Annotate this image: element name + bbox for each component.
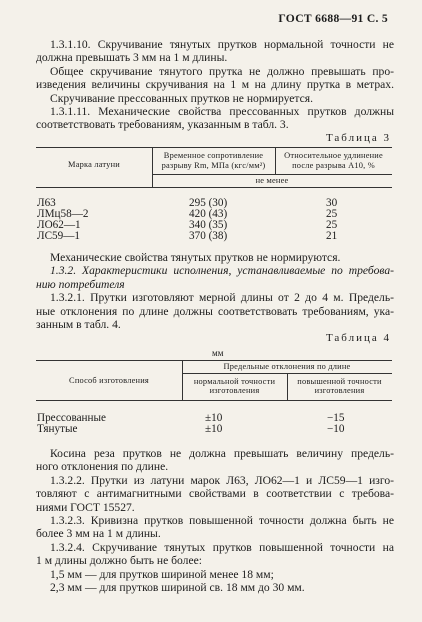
table3-subheader: не менее — [255, 176, 289, 185]
table3-elong: 25 — [326, 208, 338, 220]
table3-elong: 30 — [326, 197, 338, 209]
table3-strength: 295 (30) — [189, 197, 228, 209]
table4-method: Тянутые — [37, 423, 78, 435]
table3-col-grade: Марка латуни — [68, 160, 120, 169]
table3-strength: 340 (35) — [189, 219, 228, 231]
text-line: ного отклонения по длине. — [36, 460, 169, 474]
table4-caption: Таблица 4 — [325, 332, 391, 344]
text-line: 1.3.1.11. Механические свойства прессованных прутков должны — [50, 105, 394, 119]
text-line: более 3 мм на 1 м длины. — [36, 527, 161, 541]
section-middle — [36, 251, 394, 331]
table3-col-elong-l2: после разрыва A10, % — [292, 161, 375, 170]
table4-group-header: Предельные отклонения по длине — [223, 362, 351, 371]
table4-normal: ±10 — [205, 412, 223, 424]
text-line: Косина реза прутков не должна превышать величину предель- — [50, 447, 394, 460]
text-line: изведения величины скручивания на 1 м на длину прутка в метрах. — [36, 78, 394, 92]
table4-col-high-l2: изготовления — [314, 386, 365, 395]
table3-grade: ЛО62—1 — [37, 219, 81, 231]
table3-grade: ЛС59—1 — [37, 230, 81, 242]
section-bottom — [36, 447, 394, 594]
text-line: ниями ГОСТ 15527. — [36, 500, 135, 514]
table4-high: −10 — [327, 423, 345, 435]
table3-grade: Л63 — [37, 197, 56, 209]
text-line: 1.3.1.10. Скручивание тянутых прутков нормальной точности не — [50, 38, 394, 51]
table4-high: −15 — [327, 412, 345, 424]
page-header: ГОСТ 6688—91 С. 5 — [278, 12, 388, 25]
table4-col-high-l1: повышенной точности — [297, 377, 382, 386]
table3-strength: 420 (43) — [189, 208, 228, 220]
text-line: должна превышать 3 мм на 1 м длины. — [36, 51, 228, 65]
text-line: 1,5 мм — для прутков шириной менее 18 мм; — [50, 567, 274, 581]
text-line: 1.3.2.4. Скручивание тянутых прутков повышенной точности на — [50, 540, 394, 554]
table3-elong: 21 — [326, 230, 338, 242]
table3-grade: ЛМц58—2 — [37, 208, 89, 220]
text-line: 2,3 мм — для прутков шириной св. 18 мм до 30 мм. — [50, 581, 305, 595]
table4-unit: мм — [212, 348, 224, 358]
text-line: Общее скручивание тянутого прутка не должно превышать про- — [50, 64, 394, 78]
table3-caption: Таблица 3 — [325, 132, 391, 144]
text-line: 1.3.2.2. Прутки из латуни марок Л63, ЛО62—1 и ЛС59—1 изго- — [50, 473, 394, 487]
table4-col-method: Способ изготовления — [69, 376, 149, 385]
text-line: 1.3.2. Характеристики исполнения, устанавливаемые по требова- — [50, 264, 394, 278]
text-line: ные отклонения по длине должны соответствовать требованиям, ука- — [36, 304, 394, 318]
text-line: 1 м длины должно быть не более: — [36, 554, 202, 568]
text-line: занным в табл. 4. — [36, 318, 121, 332]
table4-normal: ±10 — [205, 423, 223, 435]
text-line: 1.3.2.1. Прутки изготовляют мерной длины от 2 до 4 м. Предель- — [50, 291, 394, 305]
table3-col-elong-l1: Относительное удлинение — [284, 151, 383, 160]
text-line: нию потребителя — [36, 277, 125, 291]
table3-col-strength-l2: разрыву Rm, МПа (кгс/мм²) — [161, 161, 266, 170]
section-top — [36, 38, 394, 132]
table4-method: Прессованные — [37, 412, 106, 424]
table4-col-normal-l1: нормальной точности — [193, 377, 276, 386]
text-line: Механические свойства тянутых прутков не нормируются. — [50, 251, 341, 264]
table3-col-strength-l1: Временное сопротивление — [163, 151, 264, 160]
text-line: товляют с антимагнитными свойствами в соответствии с требова- — [36, 487, 394, 501]
table3-strength: 370 (38) — [189, 230, 228, 242]
text-line: соответствовать требованиям, указанным в табл. 3. — [36, 118, 289, 132]
table3-elong: 25 — [326, 219, 338, 231]
text-line: Скручивание прессованных прутков не нормируется. — [50, 91, 314, 105]
text-line: 1.3.2.3. Кривизна прутков повышенной точности должна быть не — [50, 514, 394, 528]
table4-col-normal-l2: изготовления — [209, 386, 260, 395]
